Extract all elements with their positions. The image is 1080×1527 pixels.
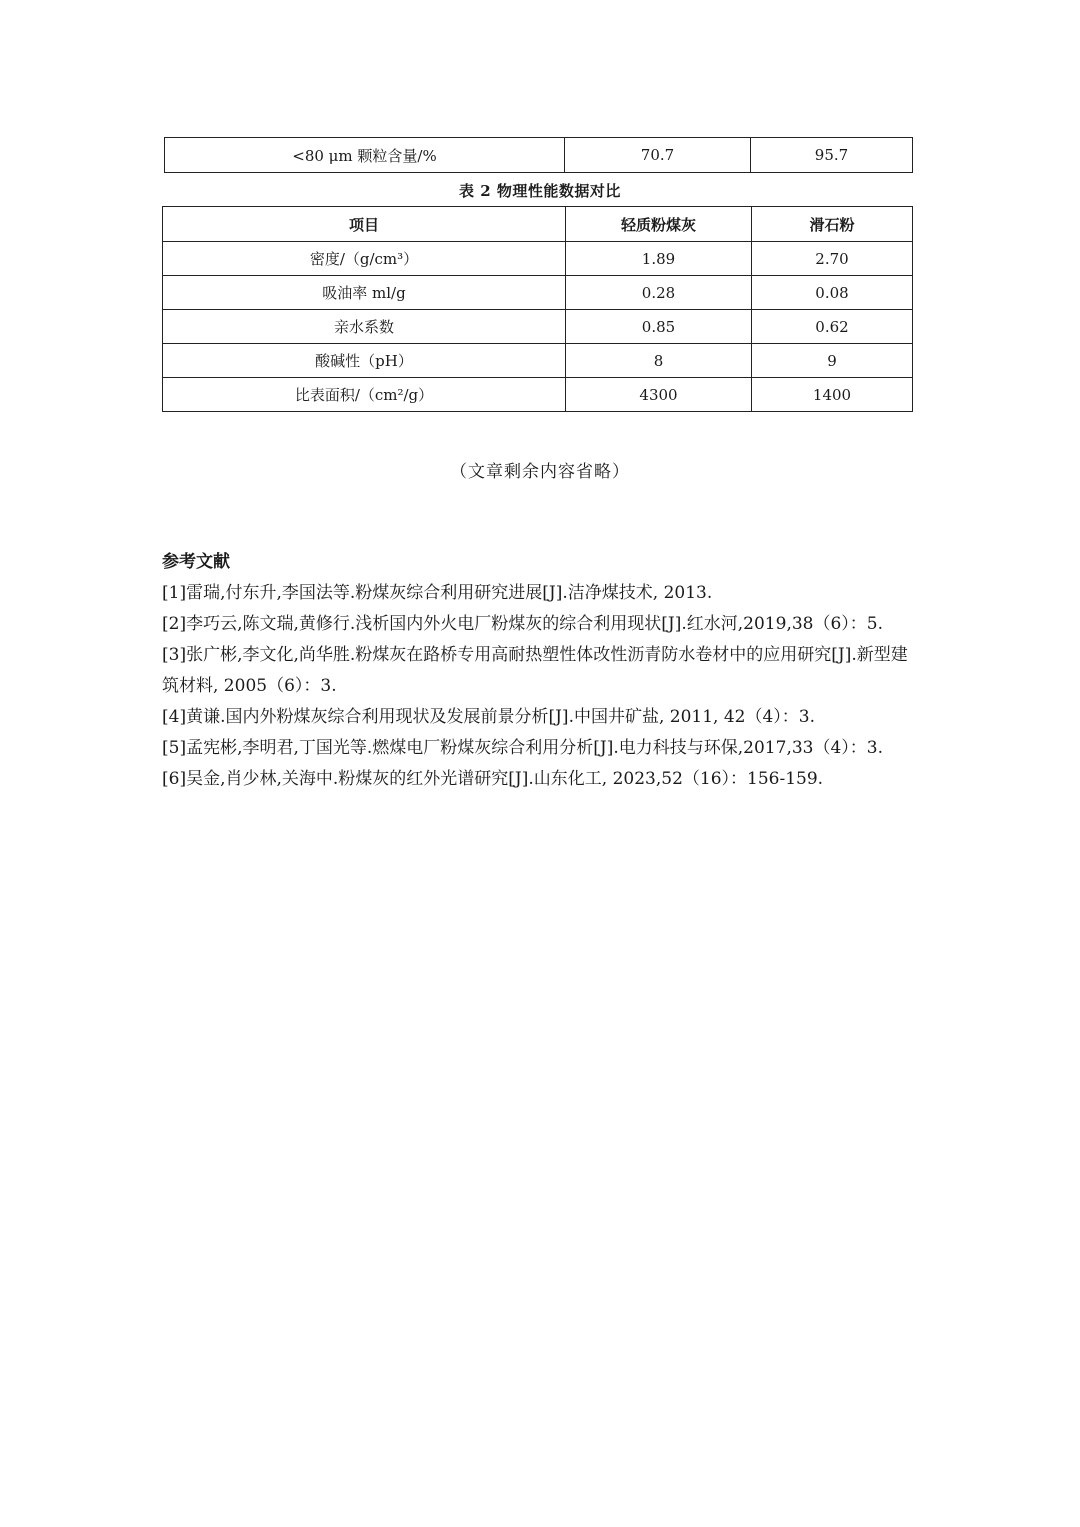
reference-item: [6]吴金,肖少林,关海中.粉煤灰的红外光谱研究[J].山东化工, 2023,52（16）：156-159. — [162, 769, 824, 789]
table-row — [165, 138, 913, 173]
table-cell: 吸油率 ml/g — [163, 276, 566, 310]
table-cell: 0.62 — [752, 310, 913, 344]
table-cell: 2.70 — [752, 242, 913, 276]
reference-item: [4]黄谦.国内外粉煤灰综合利用现状及发展前景分析[J].中国井矿盐, 2011, 42（4）：3. — [162, 707, 816, 727]
table-caption: 表 2 物理性能数据对比 — [459, 182, 621, 200]
table-cell: 8 — [566, 344, 752, 378]
references-heading: 参考文献 — [162, 552, 230, 572]
table-row — [163, 242, 913, 276]
table-cell: 95.7 — [751, 138, 913, 173]
column-header: 轻质粉煤灰 — [566, 207, 752, 242]
table-cell: 9 — [752, 344, 913, 378]
column-header: 项目 — [163, 207, 566, 242]
table-cell: 70.7 — [565, 138, 751, 173]
table-header-row — [163, 207, 913, 242]
table-cell: 0.85 — [566, 310, 752, 344]
table-cell: 酸碱性（pH） — [163, 344, 566, 378]
table-cell: 密度/（g/cm³） — [163, 242, 566, 276]
reference-item: [3]张广彬,李文化,尚华胜.粉煤灰在路桥专用高耐热塑性体改性沥青防水卷材中的应用研究[J].新型建筑材料, 2005（6）：3. — [162, 645, 908, 696]
table-cell: 1.89 — [566, 242, 752, 276]
omitted-content-note: （文章剩余内容省略） — [450, 462, 630, 482]
references-list — [162, 578, 914, 795]
table-cell: 4300 — [566, 378, 752, 412]
table-cell: 亲水系数 — [163, 310, 566, 344]
table-row — [163, 276, 913, 310]
reference-item: [2]李巧云,陈文瑞,黄修行.浅析国内外火电厂粉煤灰的综合利用现状[J].红水河,2019,38（6）：5. — [162, 614, 884, 634]
table-physical-properties — [162, 206, 913, 412]
reference-item: [5]孟宪彬,李明君,丁国光等.燃煤电厂粉煤灰综合利用分析[J].电力科技与环保,2017,33（4）：3. — [162, 738, 884, 758]
table-cell: 0.08 — [752, 276, 913, 310]
table-cell: 0.28 — [566, 276, 752, 310]
column-header: 滑石粉 — [752, 207, 913, 242]
reference-item: [1]雷瑞,付东升,李国法等.粉煤灰综合利用研究进展[J].洁净煤技术, 2013. — [162, 583, 713, 603]
table-cell: <80 μm 颗粒含量/% — [165, 138, 565, 173]
table-row — [163, 378, 913, 412]
table-cell: 比表面积/（cm²/g） — [163, 378, 566, 412]
table-cell: 1400 — [752, 378, 913, 412]
table-row — [163, 310, 913, 344]
table-row — [163, 344, 913, 378]
table-particle-content — [164, 137, 913, 173]
